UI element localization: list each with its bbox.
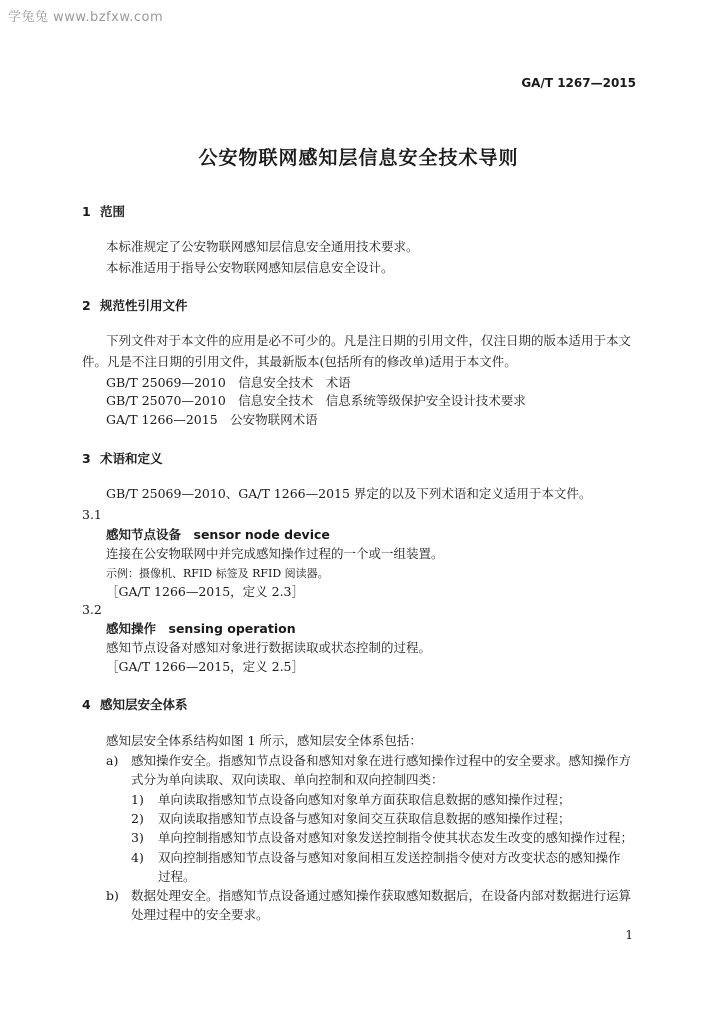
term-title: 感知操作 sensing operation <box>106 621 296 636</box>
reference-item: GA/T 1266—2015 公安物联网术语 <box>106 412 318 427</box>
section-3-heading <box>82 451 163 467</box>
term-number: 3.2 <box>82 602 102 617</box>
paragraph: 下列文件对于本文件的应用是必不可少的。凡是注日期的引用文件，仅注日期的版本适用于本文 <box>106 333 632 348</box>
standard-number: GA/T 1267—2015 <box>521 76 636 90</box>
list-item-text: 数据处理安全。指感知节点设备通过感知操作获取感知数据后，在设备内部对数据进行运算 <box>131 888 632 903</box>
paragraph: 本标准规定了公安物联网感知层信息安全通用技术要求。 <box>106 239 419 254</box>
paragraph: GB/T 25069—2010、GA/T 1266—2015 界定的以及下列术语和定义适用于本文件。 <box>106 486 592 501</box>
document-title: 公安物联网感知层信息安全技术导则 <box>198 147 519 169</box>
section-number: 3 <box>82 451 91 466</box>
sublist-item-text: 双向读取指感知节点设备与感知对象间交互获取信息数据的感知操作过程； <box>158 811 571 826</box>
section-1-heading <box>82 204 125 220</box>
section-title: 范围 <box>100 204 126 219</box>
term-source: ［GA/T 1266—2015，定义 2.3］ <box>106 584 305 599</box>
term-example: 示例：摄像机、RFID 标签及 RFID 阅读器。 <box>106 567 329 580</box>
section-number: 1 <box>82 204 91 219</box>
sublist-item-text: 过程。 <box>158 869 196 884</box>
paragraph: 件。凡是不注日期的引用文件，其最新版本(包括所有的修改单)适用于本文件。 <box>82 354 517 369</box>
term-source: ［GA/T 1266—2015，定义 2.5］ <box>106 659 305 674</box>
sublist-item-text: 双向控制指感知节点设备与感知对象间相互发送控制指令使对方改变状态的感知操作 <box>158 850 621 865</box>
list-item-text: 感知操作安全。指感知节点设备和感知对象在进行感知操作过程中的安全要求。感知操作方 <box>131 753 632 768</box>
list-item-text: 式分为单向读取、双向读取、单向控制和双向控制四类： <box>131 772 444 787</box>
sublist-label: 2) <box>131 811 144 826</box>
term-definition: 连接在公安物联网中并完成感知操作过程的一个或一组装置。 <box>106 546 444 561</box>
section-number: 4 <box>82 697 91 712</box>
sublist-item-text: 单向读取指感知节点设备向感知对象单方面获取信息数据的感知操作过程； <box>158 792 571 807</box>
section-2-heading <box>82 298 188 314</box>
sublist-label: 3) <box>131 830 144 845</box>
term-number: 3.1 <box>82 507 102 522</box>
watermark: 学兔兔 www.bzfxw.com <box>8 10 164 25</box>
paragraph: 感知层安全体系结构如图 1 所示，感知层安全体系包括： <box>106 733 422 748</box>
reference-item: GB/T 25069—2010 信息安全技术 术语 <box>106 375 351 390</box>
section-number: 2 <box>82 298 91 313</box>
page-number: 1 <box>625 928 633 942</box>
list-item-text: 处理过程中的安全要求。 <box>131 907 269 922</box>
list-label: a) <box>106 753 119 768</box>
paragraph: 本标准适用于指导公安物联网感知层信息安全设计。 <box>106 260 394 275</box>
list-label: b) <box>106 888 119 903</box>
term-title: 感知节点设备 sensor node device <box>106 527 330 542</box>
term-definition: 感知节点设备对感知对象进行数据读取或状态控制的过程。 <box>106 640 432 655</box>
sublist-label: 1) <box>131 792 144 807</box>
section-title: 术语和定义 <box>100 451 163 466</box>
section-title: 感知层安全体系 <box>100 697 188 712</box>
section-title: 规范性引用文件 <box>100 298 188 313</box>
section-4-heading <box>82 697 188 713</box>
sublist-item-text: 单向控制指感知节点设备对感知对象发送控制指令使其状态发生改变的感知操作过程； <box>158 830 634 845</box>
reference-item: GB/T 25070—2010 信息安全技术 信息系统等级保护安全设计技术要求 <box>106 393 526 408</box>
sublist-label: 4) <box>131 850 144 865</box>
